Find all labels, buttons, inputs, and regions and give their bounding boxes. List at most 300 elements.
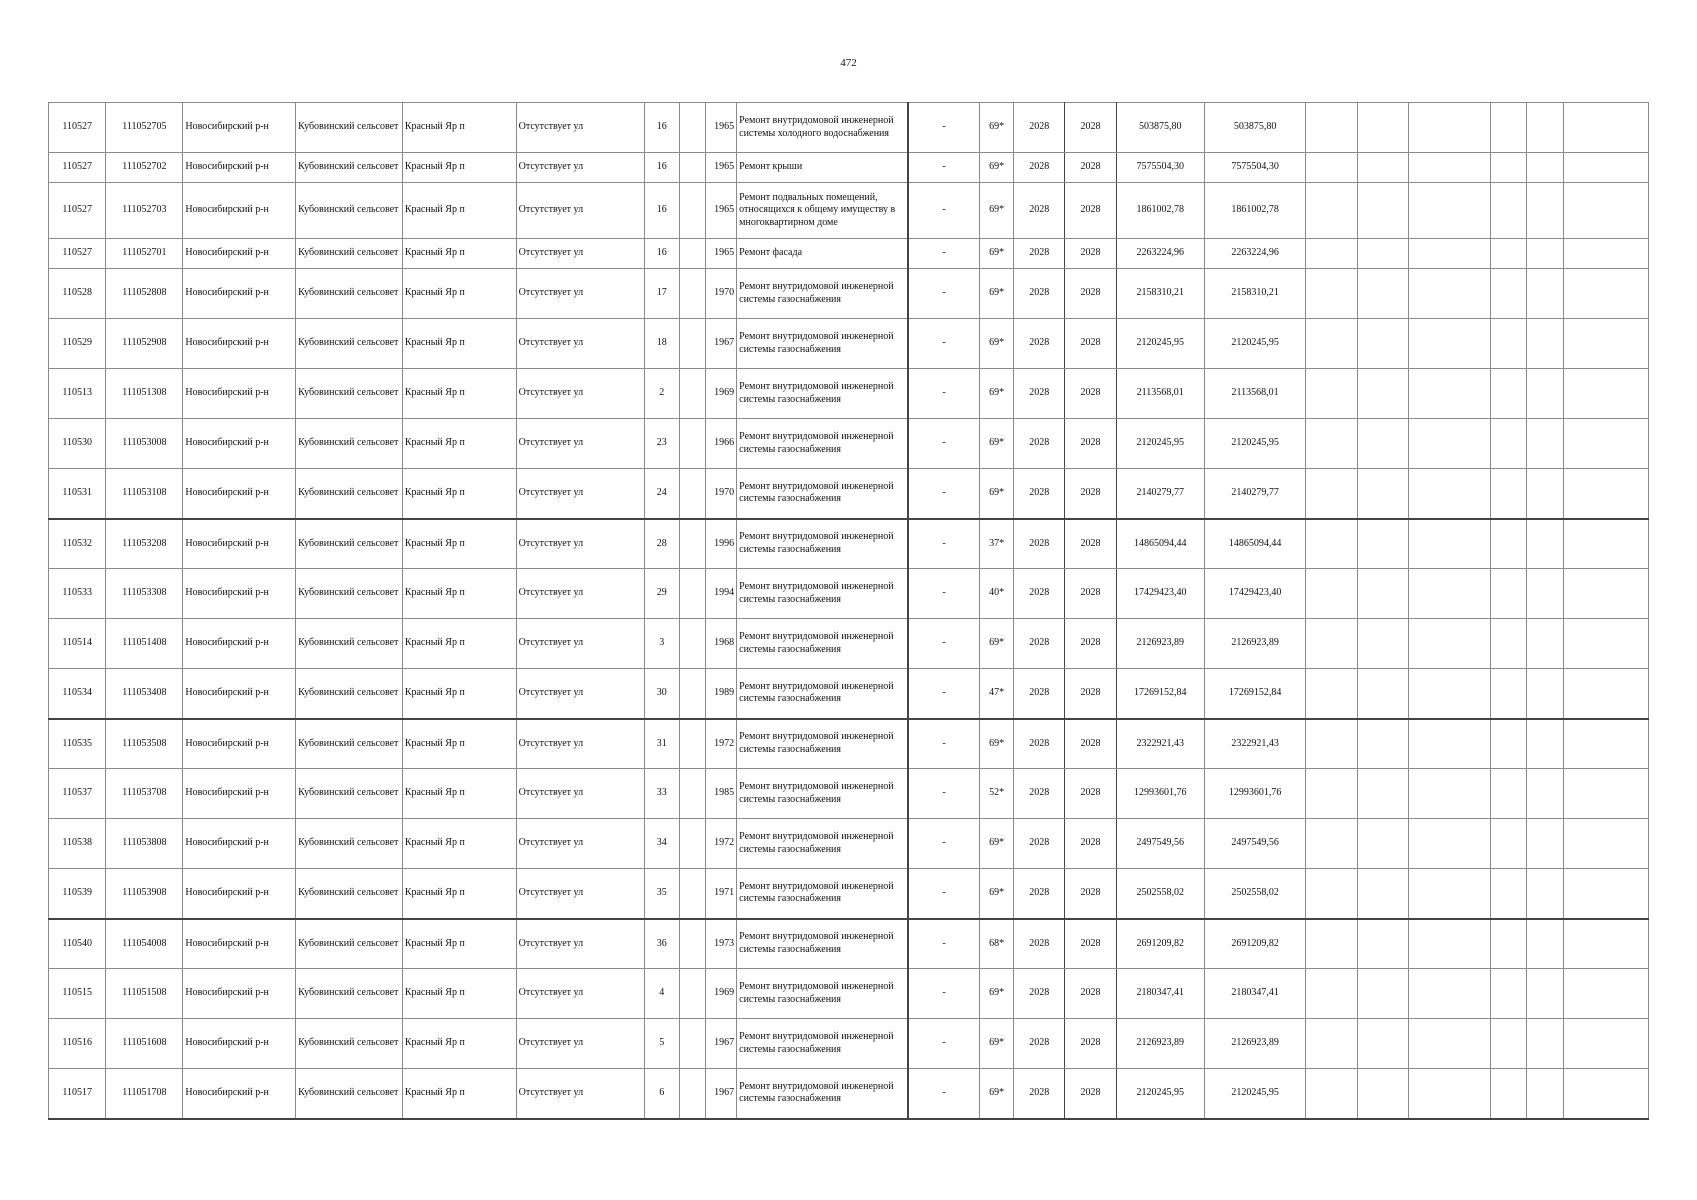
blank-cell	[1490, 819, 1526, 869]
blank-cell	[679, 719, 706, 769]
municipality: Кубовинский сельсовет	[296, 619, 403, 669]
district: Новосибирский р-н	[183, 419, 296, 469]
blank-cell	[1563, 969, 1648, 1019]
blank-cell	[1526, 369, 1563, 419]
plan-year-start: 2028	[1014, 183, 1065, 239]
plan-year-start: 2028	[1014, 869, 1065, 919]
work-type: Ремонт внутридомовой инженерной системы газоснабжения	[737, 419, 908, 469]
street: Отсутствует ул	[516, 1069, 644, 1119]
dash-cell: -	[908, 969, 980, 1019]
build-year: 1965	[706, 239, 737, 269]
work-type: Ремонт внутридомовой инженерной системы газоснабжения	[737, 569, 908, 619]
blank-cell	[1357, 819, 1408, 869]
cost-fund: 2502558,02	[1204, 869, 1306, 919]
plan-year-end: 2028	[1065, 1069, 1116, 1119]
plan-year-start: 2028	[1014, 319, 1065, 369]
locality: Красный Яр п	[402, 153, 516, 183]
municipality: Кубовинский сельсовет	[296, 569, 403, 619]
district: Новосибирский р-н	[183, 319, 296, 369]
build-year: 1965	[706, 183, 737, 239]
blank-cell	[679, 239, 706, 269]
blank-cell	[1526, 869, 1563, 919]
blank-cell	[1526, 819, 1563, 869]
plan-year-start: 2028	[1014, 153, 1065, 183]
municipality: Кубовинский сельсовет	[296, 183, 403, 239]
table-row	[49, 103, 1649, 153]
blank-cell	[1490, 1019, 1526, 1069]
municipality: Кубовинский сельсовет	[296, 819, 403, 869]
blank-cell	[679, 469, 706, 519]
blank-cell	[1357, 469, 1408, 519]
table-row	[49, 919, 1649, 969]
blank-cell	[1408, 769, 1490, 819]
blank-cell	[1408, 669, 1490, 719]
house-number: 33	[644, 769, 679, 819]
build-year: 1968	[706, 619, 737, 669]
blank-cell	[679, 183, 706, 239]
blank-cell	[1357, 919, 1408, 969]
district: Новосибирский р-н	[183, 1019, 296, 1069]
work-code: 111052908	[106, 319, 183, 369]
house-id: 110527	[49, 183, 106, 239]
locality: Красный Яр п	[402, 183, 516, 239]
work-code: 111053908	[106, 869, 183, 919]
blank-cell	[1357, 319, 1408, 369]
dash-cell: -	[908, 819, 980, 869]
district: Новосибирский р-н	[183, 819, 296, 869]
cost-fund: 2140279,77	[1204, 469, 1306, 519]
blank-cell	[1526, 269, 1563, 319]
blank-cell	[679, 819, 706, 869]
blank-cell	[1306, 239, 1357, 269]
work-type: Ремонт внутридомовой инженерной системы газоснабжения	[737, 619, 908, 669]
street: Отсутствует ул	[516, 419, 644, 469]
wear-percent: 69*	[980, 419, 1014, 469]
table-row	[49, 819, 1649, 869]
plan-year-start: 2028	[1014, 369, 1065, 419]
blank-cell	[1490, 469, 1526, 519]
work-code: 111052701	[106, 239, 183, 269]
locality: Красный Яр п	[402, 719, 516, 769]
blank-cell	[1526, 769, 1563, 819]
house-number: 16	[644, 239, 679, 269]
street: Отсутствует ул	[516, 819, 644, 869]
dash-cell: -	[908, 1019, 980, 1069]
cost-fund: 2322921,43	[1204, 719, 1306, 769]
build-year: 1969	[706, 369, 737, 419]
blank-cell	[679, 1069, 706, 1119]
table-row	[49, 1069, 1649, 1119]
house-id: 110517	[49, 1069, 106, 1119]
house-number: 16	[644, 153, 679, 183]
blank-cell	[1490, 319, 1526, 369]
street: Отсутствует ул	[516, 869, 644, 919]
blank-cell	[1490, 519, 1526, 569]
blank-cell	[1563, 619, 1648, 669]
table-row	[49, 369, 1649, 419]
street: Отсутствует ул	[516, 469, 644, 519]
blank-cell	[1490, 719, 1526, 769]
cost-fund: 2120245,95	[1204, 319, 1306, 369]
wear-percent: 69*	[980, 1069, 1014, 1119]
cost-fund: 2263224,96	[1204, 239, 1306, 269]
locality: Красный Яр п	[402, 369, 516, 419]
dash-cell: -	[908, 239, 980, 269]
dash-cell: -	[908, 183, 980, 239]
table-row	[49, 769, 1649, 819]
cost-total: 2120245,95	[1116, 419, 1204, 469]
locality: Красный Яр п	[402, 619, 516, 669]
plan-year-end: 2028	[1065, 869, 1116, 919]
house-number: 23	[644, 419, 679, 469]
locality: Красный Яр п	[402, 769, 516, 819]
build-year: 1973	[706, 919, 737, 969]
municipality: Кубовинский сельсовет	[296, 1069, 403, 1119]
work-code: 111053208	[106, 519, 183, 569]
table-row	[49, 469, 1649, 519]
house-id: 110513	[49, 369, 106, 419]
work-code: 111053808	[106, 819, 183, 869]
cost-total: 2126923,89	[1116, 1019, 1204, 1069]
work-type: Ремонт крыши	[737, 153, 908, 183]
municipality: Кубовинский сельсовет	[296, 669, 403, 719]
blank-cell	[1490, 669, 1526, 719]
work-code: 111052705	[106, 103, 183, 153]
build-year: 1967	[706, 319, 737, 369]
blank-cell	[1357, 769, 1408, 819]
blank-cell	[1306, 269, 1357, 319]
wear-percent: 69*	[980, 719, 1014, 769]
locality: Красный Яр п	[402, 969, 516, 1019]
blank-cell	[1357, 369, 1408, 419]
blank-cell	[1408, 419, 1490, 469]
blank-cell	[1357, 719, 1408, 769]
blank-cell	[1408, 269, 1490, 319]
build-year: 1972	[706, 719, 737, 769]
blank-cell	[1357, 1019, 1408, 1069]
blank-cell	[1408, 519, 1490, 569]
work-type: Ремонт внутридомовой инженерной системы газоснабжения	[737, 269, 908, 319]
blank-cell	[1563, 1019, 1648, 1069]
house-number: 5	[644, 1019, 679, 1069]
blank-cell	[1526, 153, 1563, 183]
municipality: Кубовинский сельсовет	[296, 239, 403, 269]
blank-cell	[1526, 319, 1563, 369]
wear-percent: 69*	[980, 869, 1014, 919]
wear-percent: 47*	[980, 669, 1014, 719]
wear-percent: 40*	[980, 569, 1014, 619]
blank-cell	[679, 769, 706, 819]
plan-year-end: 2028	[1065, 103, 1116, 153]
municipality: Кубовинский сельсовет	[296, 919, 403, 969]
table-row	[49, 153, 1649, 183]
plan-year-start: 2028	[1014, 769, 1065, 819]
blank-cell	[1408, 1069, 1490, 1119]
table-row	[49, 269, 1649, 319]
house-number: 29	[644, 569, 679, 619]
blank-cell	[1408, 239, 1490, 269]
plan-year-start: 2028	[1014, 719, 1065, 769]
plan-year-start: 2028	[1014, 103, 1065, 153]
plan-year-end: 2028	[1065, 719, 1116, 769]
build-year: 1972	[706, 819, 737, 869]
house-number: 30	[644, 669, 679, 719]
wear-percent: 69*	[980, 269, 1014, 319]
blank-cell	[1490, 619, 1526, 669]
table-row	[49, 619, 1649, 669]
house-id: 110515	[49, 969, 106, 1019]
plan-year-end: 2028	[1065, 269, 1116, 319]
table-row	[49, 869, 1649, 919]
blank-cell	[679, 103, 706, 153]
blank-cell	[1408, 919, 1490, 969]
blank-cell	[1526, 569, 1563, 619]
blank-cell	[1526, 719, 1563, 769]
house-number: 3	[644, 619, 679, 669]
district: Новосибирский р-н	[183, 869, 296, 919]
street: Отсутствует ул	[516, 969, 644, 1019]
blank-cell	[1357, 1069, 1408, 1119]
house-number: 6	[644, 1069, 679, 1119]
house-number: 31	[644, 719, 679, 769]
blank-cell	[1490, 1069, 1526, 1119]
blank-cell	[1563, 419, 1648, 469]
blank-cell	[1490, 153, 1526, 183]
blank-cell	[1306, 719, 1357, 769]
blank-cell	[1563, 319, 1648, 369]
work-code: 111051608	[106, 1019, 183, 1069]
work-type: Ремонт внутридомовой инженерной системы газоснабжения	[737, 869, 908, 919]
district: Новосибирский р-н	[183, 369, 296, 419]
build-year: 1966	[706, 419, 737, 469]
cost-fund: 2126923,89	[1204, 619, 1306, 669]
plan-year-start: 2028	[1014, 239, 1065, 269]
blank-cell	[1306, 819, 1357, 869]
dash-cell: -	[908, 719, 980, 769]
cost-fund: 7575504,30	[1204, 153, 1306, 183]
locality: Красный Яр п	[402, 669, 516, 719]
dash-cell: -	[908, 519, 980, 569]
blank-cell	[1563, 269, 1648, 319]
district: Новосибирский р-н	[183, 269, 296, 319]
locality: Красный Яр п	[402, 103, 516, 153]
blank-cell	[679, 1019, 706, 1069]
blank-cell	[1306, 319, 1357, 369]
street: Отсутствует ул	[516, 569, 644, 619]
cost-fund: 1861002,78	[1204, 183, 1306, 239]
blank-cell	[1490, 769, 1526, 819]
cost-total: 17269152,84	[1116, 669, 1204, 719]
work-type: Ремонт внутридомовой инженерной системы газоснабжения	[737, 819, 908, 869]
blank-cell	[1306, 103, 1357, 153]
work-type: Ремонт фасада	[737, 239, 908, 269]
house-id: 110531	[49, 469, 106, 519]
build-year: 1970	[706, 269, 737, 319]
municipality: Кубовинский сельсовет	[296, 769, 403, 819]
table-row	[49, 419, 1649, 469]
blank-cell	[1306, 619, 1357, 669]
cost-total: 1861002,78	[1116, 183, 1204, 239]
table-row	[49, 569, 1649, 619]
plan-year-start: 2028	[1014, 619, 1065, 669]
plan-year-end: 2028	[1065, 319, 1116, 369]
blank-cell	[1563, 153, 1648, 183]
blank-cell	[1526, 469, 1563, 519]
house-number: 16	[644, 183, 679, 239]
build-year: 1965	[706, 153, 737, 183]
dash-cell: -	[908, 103, 980, 153]
dash-cell: -	[908, 619, 980, 669]
cost-total: 17429423,40	[1116, 569, 1204, 619]
blank-cell	[1357, 419, 1408, 469]
blank-cell	[1357, 619, 1408, 669]
municipality: Кубовинский сельсовет	[296, 269, 403, 319]
blank-cell	[1526, 239, 1563, 269]
blank-cell	[1563, 1069, 1648, 1119]
house-number: 24	[644, 469, 679, 519]
blank-cell	[1490, 183, 1526, 239]
plan-year-start: 2028	[1014, 1019, 1065, 1069]
plan-year-start: 2028	[1014, 819, 1065, 869]
work-code: 111052702	[106, 153, 183, 183]
table-row	[49, 319, 1649, 369]
house-number: 34	[644, 819, 679, 869]
plan-year-end: 2028	[1065, 153, 1116, 183]
work-type: Ремонт внутридомовой инженерной системы газоснабжения	[737, 469, 908, 519]
build-year: 1969	[706, 969, 737, 1019]
blank-cell	[1563, 519, 1648, 569]
cost-fund: 2158310,21	[1204, 269, 1306, 319]
plan-year-end: 2028	[1065, 183, 1116, 239]
build-year: 1965	[706, 103, 737, 153]
work-code: 111051308	[106, 369, 183, 419]
cost-total: 2113568,01	[1116, 369, 1204, 419]
locality: Красный Яр п	[402, 469, 516, 519]
house-id: 110528	[49, 269, 106, 319]
cost-fund: 2120245,95	[1204, 419, 1306, 469]
blank-cell	[1306, 969, 1357, 1019]
blank-cell	[1563, 869, 1648, 919]
work-code: 111053508	[106, 719, 183, 769]
street: Отсутствует ул	[516, 269, 644, 319]
plan-year-start: 2028	[1014, 669, 1065, 719]
blank-cell	[1526, 1069, 1563, 1119]
plan-year-start: 2028	[1014, 419, 1065, 469]
build-year: 1967	[706, 1069, 737, 1119]
table-row	[49, 519, 1649, 569]
house-id: 110529	[49, 319, 106, 369]
house-id: 110533	[49, 569, 106, 619]
blank-cell	[679, 519, 706, 569]
blank-cell	[1306, 419, 1357, 469]
plan-year-end: 2028	[1065, 919, 1116, 969]
blank-cell	[679, 569, 706, 619]
blank-cell	[1526, 183, 1563, 239]
wear-percent: 69*	[980, 469, 1014, 519]
blank-cell	[1357, 569, 1408, 619]
work-code: 111053708	[106, 769, 183, 819]
table-row	[49, 669, 1649, 719]
blank-cell	[679, 319, 706, 369]
blank-cell	[1490, 239, 1526, 269]
locality: Красный Яр п	[402, 819, 516, 869]
wear-percent: 69*	[980, 153, 1014, 183]
blank-cell	[1357, 103, 1408, 153]
wear-percent: 69*	[980, 619, 1014, 669]
district: Новосибирский р-н	[183, 969, 296, 1019]
street: Отсутствует ул	[516, 183, 644, 239]
work-code: 111053408	[106, 669, 183, 719]
house-id: 110527	[49, 239, 106, 269]
municipality: Кубовинский сельсовет	[296, 469, 403, 519]
house-number: 35	[644, 869, 679, 919]
district: Новосибирский р-н	[183, 919, 296, 969]
build-year: 1967	[706, 1019, 737, 1069]
work-code: 111054008	[106, 919, 183, 969]
plan-year-end: 2028	[1065, 969, 1116, 1019]
work-type: Ремонт внутридомовой инженерной системы газоснабжения	[737, 1019, 908, 1069]
district: Новосибирский р-н	[183, 619, 296, 669]
street: Отсутствует ул	[516, 369, 644, 419]
cost-fund: 2120245,95	[1204, 1069, 1306, 1119]
blank-cell	[1357, 239, 1408, 269]
wear-percent: 69*	[980, 1019, 1014, 1069]
locality: Красный Яр п	[402, 239, 516, 269]
cost-total: 2691209,82	[1116, 919, 1204, 969]
build-year: 1996	[706, 519, 737, 569]
dash-cell: -	[908, 1069, 980, 1119]
blank-cell	[1526, 1019, 1563, 1069]
cost-total: 2120245,95	[1116, 1069, 1204, 1119]
work-type: Ремонт внутридомовой инженерной системы газоснабжения	[737, 969, 908, 1019]
work-type: Ремонт внутридомовой инженерной системы газоснабжения	[737, 669, 908, 719]
district: Новосибирский р-н	[183, 469, 296, 519]
municipality: Кубовинский сельсовет	[296, 419, 403, 469]
blank-cell	[1526, 619, 1563, 669]
plan-year-end: 2028	[1065, 669, 1116, 719]
dash-cell: -	[908, 669, 980, 719]
blank-cell	[1490, 369, 1526, 419]
blank-cell	[1563, 469, 1648, 519]
district: Новосибирский р-н	[183, 153, 296, 183]
municipality: Кубовинский сельсовет	[296, 153, 403, 183]
blank-cell	[1563, 369, 1648, 419]
plan-year-start: 2028	[1014, 1069, 1065, 1119]
district: Новосибирский р-н	[183, 1069, 296, 1119]
municipality: Кубовинский сельсовет	[296, 519, 403, 569]
work-type: Ремонт внутридомовой инженерной системы газоснабжения	[737, 319, 908, 369]
blank-cell	[1408, 153, 1490, 183]
cost-total: 2502558,02	[1116, 869, 1204, 919]
blank-cell	[1408, 969, 1490, 1019]
house-number: 2	[644, 369, 679, 419]
blank-cell	[1526, 419, 1563, 469]
blank-cell	[679, 619, 706, 669]
blank-cell	[1357, 969, 1408, 1019]
build-year: 1994	[706, 569, 737, 619]
blank-cell	[1306, 183, 1357, 239]
blank-cell	[1526, 669, 1563, 719]
work-code: 111052808	[106, 269, 183, 319]
plan-year-start: 2028	[1014, 969, 1065, 1019]
table-row	[49, 969, 1649, 1019]
cost-total: 2140279,77	[1116, 469, 1204, 519]
blank-cell	[679, 669, 706, 719]
house-id: 110527	[49, 103, 106, 153]
dash-cell: -	[908, 419, 980, 469]
work-type: Ремонт внутридомовой инженерной системы газоснабжения	[737, 719, 908, 769]
house-number: 28	[644, 519, 679, 569]
